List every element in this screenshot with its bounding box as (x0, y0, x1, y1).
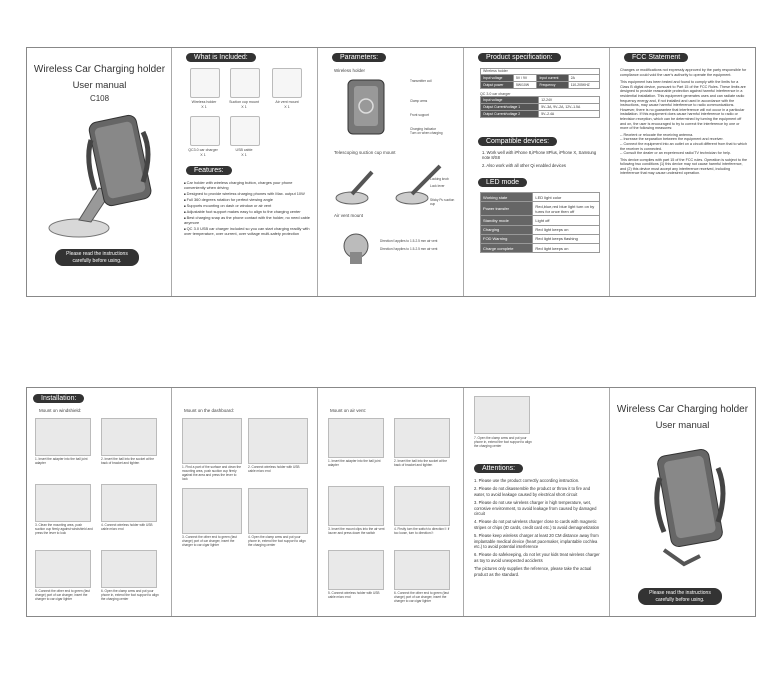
cover-panel-top (27, 48, 172, 296)
feature-item: ■ Car holder with wireless charging button, charges your phone conveniently when driving (184, 181, 310, 191)
table-cell: Light off (533, 216, 600, 225)
table-row (481, 243, 600, 252)
table-cell: Output power (481, 81, 514, 88)
included-header: What is Included: (186, 53, 256, 62)
parameters-header: Parameters: (332, 53, 386, 62)
table-cell: Output Current/voltage 2 (481, 111, 539, 118)
spec-subtitle: QC 3.0 car charger (480, 91, 511, 96)
table-cell: Working state (481, 193, 533, 202)
feature-item: ■ Best charging snap as the phone contact with the holder, no need cable anymore (184, 216, 310, 226)
attention-item: 3. Please do not use wireless charger in high temperature, wet, corrosive environment, to avoid leakage from caused by damaged circuit (474, 500, 597, 517)
attentions-list (474, 478, 602, 580)
step-photo (328, 486, 384, 526)
fcc-paragraph: Changes or modifications not expressly approved by the party responsible for compliance could void the user's authority to operate the equipment. (620, 68, 747, 77)
fcc-paragraph: -- Reorient or relocate the receiving antenna. (620, 132, 694, 137)
table-cell: Red light keeps flashing (533, 234, 600, 243)
step-photo (394, 486, 450, 526)
air-vent-mount-diagram (336, 226, 376, 266)
wireless-holder-label: Wireless holder (334, 68, 366, 73)
table-cell: 12-24V (539, 97, 600, 104)
callout-label: Charging Indicator (410, 127, 437, 131)
table-row (481, 225, 600, 234)
windshield-label: Mount on windshield: (39, 408, 82, 413)
spec-header: Product specification: (478, 53, 561, 62)
step-photo (35, 484, 91, 522)
step-caption: 6. Connect the other end to green (fast charge) port of car charger, insert the charger to car cigar lighter (394, 591, 449, 603)
compatible-header: Compatible devices: (478, 137, 557, 146)
table-cell: 5V / 9V (514, 74, 537, 81)
attention-item: The pictures only supplies the reference, please take the actual product as the standard. (474, 566, 592, 577)
callout-label: Front support (410, 113, 429, 117)
step-photo (101, 550, 157, 588)
table-cell: FOD Warning (481, 234, 533, 243)
attention-item: 5. Please keep wireless charger at least 20 CM distance away from implantable medical device (heart pacemaker, implantable cochlea etc.) to avoid potential interference (474, 533, 599, 550)
step-photo (248, 418, 308, 464)
callout-label: Lock lever (430, 184, 445, 188)
table-cell: 5W/10W (514, 81, 537, 88)
attention-item: 6. Please do safekeeping, do not let your kids treat wireless charger as toy to avoid unexpected accidents (474, 552, 600, 563)
spec-table (480, 74, 600, 89)
led-header: LED mode (478, 178, 527, 187)
wireless-holder-diagram (338, 76, 398, 138)
table-row (481, 216, 600, 225)
attention-item: 4. Please do not put wireless charger close to cards with magnetic stripes or chips (ID cards, credit card etc.) to avoid demagnetization (474, 519, 600, 530)
step-caption: 3. Insert the mount clips into the air vent louver and press down the switch (328, 527, 385, 535)
table-row (481, 111, 600, 118)
feature-item: ■ Adjustable foot support makes easy to align to the charging center (184, 210, 310, 215)
step-photo (474, 396, 530, 434)
table-cell: Input voltage (481, 97, 539, 104)
attention-item: 1. Please use the product correctly according instruction. (474, 478, 580, 483)
table-cell: Power transfer (481, 202, 533, 216)
installation-header: Installation: (33, 394, 84, 403)
step-caption: 2. Insert the ball into the socket at the back of bracket and tighten (101, 457, 154, 465)
wireless-holder-icon (190, 68, 220, 98)
fcc-header: FCC Statement (624, 53, 688, 62)
step-caption: 1. Insert the adapter into the ball joint adapter (328, 459, 381, 467)
badge-line-1: Please read the instructions (66, 251, 128, 257)
manual-sheet-back (26, 387, 756, 617)
step-caption: 4. Open the clamp arms and put your phone in, extend the foot support to align the charging center (248, 535, 306, 547)
dashboard-label: Mount on the dashboard: (184, 408, 235, 413)
step-caption: 1. Insert the adapter into the ball joint adapter (35, 457, 88, 465)
table-cell: Input current (537, 74, 568, 81)
table-cell: Red light keeps on (533, 225, 600, 234)
attention-item: 2. Please do not disassemble the product or throw it to fire and water, to avoid leakage caused by electrical short circuit (474, 486, 591, 497)
callout-label: Transmitter coil (410, 79, 432, 83)
step-photo (248, 488, 308, 534)
step-caption: 2. Insert the ball into the socket at the back of bracket and tighten (394, 459, 447, 467)
attentions-panel (464, 388, 610, 616)
features-list (184, 181, 310, 238)
table-row (481, 202, 600, 216)
compatible-list (482, 150, 600, 168)
fcc-text (620, 68, 748, 176)
air-vent-label: Air vent mount (334, 213, 364, 218)
step-caption: 2. Connect wireless holder with USB cable micro end (248, 465, 300, 473)
step-caption: 1. Find a part of the surface and clean the mounting area, push suction cup firmly against the area and press the lever to lock (182, 465, 242, 481)
fcc-panel (610, 48, 755, 296)
installation-panel (27, 388, 172, 616)
step-photo (182, 418, 242, 464)
cover-model: C108 (89, 94, 110, 103)
car-holder-product-image (624, 438, 744, 578)
table-row (481, 104, 600, 111)
compatible-item: 2. Also work with all other Qi enabled devices (482, 162, 567, 168)
spec-table-holder (480, 68, 600, 118)
spec-table (480, 96, 600, 118)
table-cell: Output Current/voltage 1 (481, 104, 539, 111)
badge-line-1: Please read the instructions (649, 590, 711, 596)
usb-cable-icon (230, 116, 260, 146)
feature-item: ■ QC 3.0 USB car charger included so you can start charging readily with over temperature, over current, over voltage multi-safety protection (184, 227, 310, 237)
manual-sheet-front (26, 47, 756, 297)
feature-item: ■ Designed to provide wireless charging phones with Max. output 10W (184, 192, 310, 197)
spec-subtitle: Wireless holder (480, 68, 600, 74)
table-row (481, 193, 600, 202)
fcc-paragraph: -- Increase the separation between the equipment and receiver. (620, 137, 724, 142)
step-photo (328, 418, 384, 458)
table-row (481, 81, 600, 88)
table-cell: Standby mode (481, 216, 533, 225)
table-cell: 5V–2.4A (539, 111, 600, 118)
cover-subtitle: User manual (655, 420, 710, 431)
step-caption: 5. Connect wireless holder with USB cable micro end (328, 591, 380, 599)
table-cell: Charging (481, 225, 533, 234)
step-photo (101, 418, 157, 456)
table-row (481, 234, 600, 243)
table-cell: 2A (568, 74, 599, 81)
cover-title: Wireless Car Charging holder (33, 64, 166, 75)
cover-subtitle: User manual (72, 80, 127, 91)
callout-label: Turn on when charging (410, 131, 443, 135)
table-cell: LED light color (533, 193, 600, 202)
step-photo (101, 484, 157, 522)
step-caption: 3. Clean the mounting area, push suction cup firmly against windshield and press the lever to lock (35, 523, 93, 535)
included-item: QC3.0 car charger X 1 (188, 148, 218, 157)
step-caption: 5. Connect the other end to green (fast charge) port of car charger, insert the charger to car cigar lighter (35, 589, 90, 601)
step-photo (35, 550, 91, 588)
table-cell: Frequency (537, 81, 568, 88)
table-cell: Charge complete (481, 243, 533, 252)
air-vent-mount-icon (272, 68, 302, 98)
fcc-paragraph: This device complies with part 15 of the FCC rules. Operation is subject to the following two conditions (1) this device may not cause harmful interference, and (2) this device must accept any interference received, including interference that may cause undesired operation. (620, 157, 748, 176)
step-photo (394, 550, 450, 590)
step-caption: 4. Connect wireless holder with USB cable micro end (101, 523, 153, 531)
fcc-paragraph: This equipment has been tested and found to comply with the limits for a Class B digital device, pursuant to Part 15 of the FCC Rules. These limits are designed to provide reasonable protection against harmful interference in a residential installation. This equipment generates uses and can radiate radio frequency energy and, if not installed and used in accordance with the instructions, may cause harmful interference to radio communications. However, there is no guarantee that interference will not occur in a particular installation. If this equipment does cause harmful interference to radio or television reception, which can be determined by turning the equipment off and on, the user is encouraged to try to correct the interference by one or more of the following measures: (620, 80, 746, 131)
included-item: Wireless holder X 1 (191, 100, 217, 109)
telescoping-label: Telescoping suction cup mount (334, 150, 396, 155)
included-item: Air vent mount X 1 (275, 100, 299, 109)
badge-line-2: carefully before using. (655, 596, 705, 603)
car-charger-icon (190, 116, 220, 146)
attentions-header: Attentions: (474, 464, 523, 473)
included-item: Suction cup mount X 1 (229, 100, 259, 109)
badge-line-2: carefully before using. (72, 257, 122, 264)
read-instructions-badge (638, 588, 722, 605)
step-caption: 7. Open the clamp arms and put your phone in, extend the foot support to align the charging center (474, 436, 532, 448)
callout-label: Direction①applies to 1.5-2.5 mm air vent (380, 239, 438, 243)
callout-label: Sticky Pu suction cup (430, 198, 455, 206)
led-table (480, 192, 600, 253)
step-photo (394, 418, 450, 458)
features-header: Features: (186, 166, 232, 175)
step-photo (35, 418, 91, 456)
cover-title: Wireless Car Charging holder (616, 404, 749, 415)
read-instructions-badge (55, 249, 139, 266)
table-row (481, 74, 600, 81)
car-holder-product-image (41, 110, 161, 240)
cover-panel-bottom (610, 388, 755, 616)
step-caption: 4. Firstly turn the switch to direction① if too loose, turn to direction② (394, 527, 450, 535)
table-cell: 110-205KHZ (568, 81, 599, 88)
table-cell: Red,blue,red blue light turn on by turns for once then off (533, 202, 600, 216)
feature-item: ■ Full 360 degrees rotation for perfect viewing angle (184, 198, 310, 203)
step-caption: 3. Connect the other end to green (fast charge) port of car charger, insert the charger to car cigar lighter (182, 535, 237, 547)
callout-label: Clamp arms (410, 99, 428, 103)
step-photo (182, 488, 242, 534)
dashboard-panel (172, 388, 318, 616)
included-item: USB cable X 1 (235, 148, 253, 157)
compatible-item: 1. Work well with iPhone 8,iPhone 8Plus, iPhone X, Samsung note 8/S8 (482, 150, 597, 161)
included-features-panel (172, 48, 318, 296)
table-cell: 5V–3A, 9V–2A, 12V–1.5A (539, 104, 600, 111)
air-vent-mount-label: Mount on air vent: (330, 408, 367, 413)
table-cell: Input voltage (481, 74, 514, 81)
step-caption: 6. Open the clamp arms and put your phone in, extend the foot support to align the charging center (101, 589, 159, 601)
step-photo (328, 550, 384, 590)
specification-panel (464, 48, 610, 296)
suction-cup-icon (230, 68, 260, 98)
parameters-panel (318, 48, 464, 296)
table-cell: Red light keeps on (533, 243, 600, 252)
callout-label: Direction②applies to 1.5-2.5 mm air vent (380, 247, 438, 251)
table-row (481, 97, 600, 104)
air-vent-panel (318, 388, 464, 616)
feature-item: ■ Supports mounting on dash or window or air vent (184, 204, 310, 209)
fcc-paragraph: -- Consult the dealer or an experienced radio/TV technician for help. (620, 151, 731, 156)
callout-label: Locking knob (430, 177, 449, 181)
fcc-paragraph: -- Connect the equipment into an outlet on a circuit different from that to which the receiver is connected. (620, 141, 748, 151)
